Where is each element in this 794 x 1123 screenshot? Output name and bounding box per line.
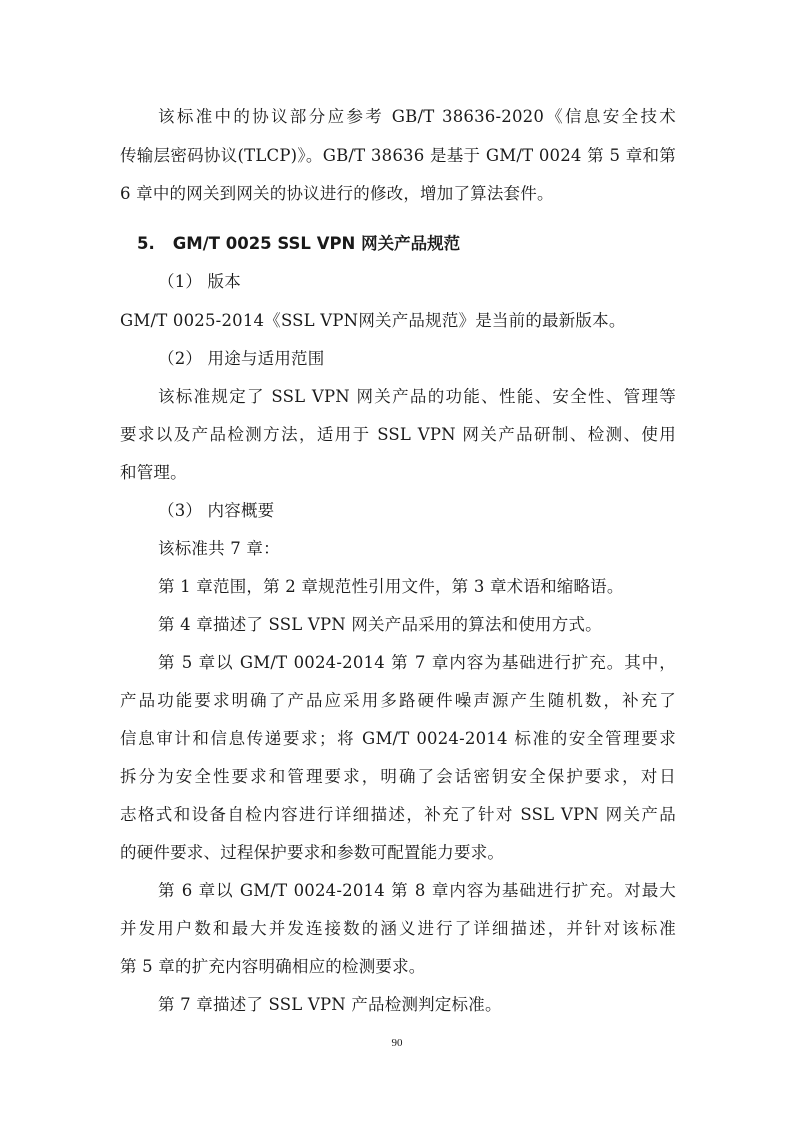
version-text: GM/T 0025-2014《SSL VPN网关产品规范》是当前的最新版本。 [120,311,626,330]
version-heading: （1） 版本 [158,272,241,291]
content-heading: （3） 内容概要 [158,501,275,520]
chapter-5-line-2: 产品功能要求明确了产品应采用多路硬件噪声源产生随机数，补充了 [120,691,676,710]
chapter-6-line-2: 并发用户数和最大并发连接数的涵义进行了详细描述，并针对该标准 [120,919,676,938]
intro-line-3: 6 章中的网关到网关的协议进行的修改，增加了算法套件。 [120,184,554,203]
chapter-7: 第 7 章描述了 SSL VPN 产品检测判定标准。 [158,995,502,1014]
section-title: GM/T 0025 SSL VPN 网关产品规范 [172,234,461,253]
page-number: 90 [391,1037,403,1049]
chapter-count: 该标准共 7 章： [158,539,280,558]
scope-heading: （2） 用途与适用范围 [158,349,325,368]
chapter-6-line-1: 第 6 章以 GM/T 0024-2014 第 8 章内容为基础进行扩充。对最大 [158,881,676,900]
intro-line-1: 该标准中的协议部分应参考 GB/T 38636-2020《信息安全技术 [158,107,676,126]
chapter-4: 第 4 章描述了 SSL VPN 网关产品采用的算法和使用方式。 [158,615,602,634]
chapter-5-line-1: 第 5 章以 GM/T 0024-2014 第 7 章内容为基础进行扩充。其中， [158,653,676,672]
chapter-5-line-5: 志格式和设备自检内容进行详细描述，补充了针对 SSL VPN 网关产品 [120,805,676,824]
section-heading [137,234,460,254]
scope-line-2: 要求以及产品检测方法，适用于 SSL VPN 网关产品研制、检测、使用 [120,425,676,444]
scope-line-1: 该标准规定了 SSL VPN 网关产品的功能、性能、安全性、管理等 [158,387,676,406]
chapter-5-line-6: 的硬件要求、过程保护要求和参数可配置能力要求。 [120,843,505,862]
section-number: 5. [137,234,155,253]
chapter-6-line-3: 第 5 章的扩充内容明确相应的检测要求。 [120,957,426,976]
chapter-5-line-3: 信息审计和信息传递要求；将 GM/T 0024-2014 标准的安全管理要求 [120,729,676,748]
chapter-5-line-4: 拆分为安全性要求和管理要求，明确了会话密钥安全保护要求，对日 [120,767,676,786]
scope-line-3: 和管理。 [120,463,187,482]
intro-line-2: 传输层密码协议(TLCP)》。GB/T 38636 是基于 GM/T 0024 第 5 章和第 [120,146,676,165]
chapters-1-3: 第 1 章范围，第 2 章规范性引用文件，第 3 章术语和缩略语。 [158,577,624,596]
